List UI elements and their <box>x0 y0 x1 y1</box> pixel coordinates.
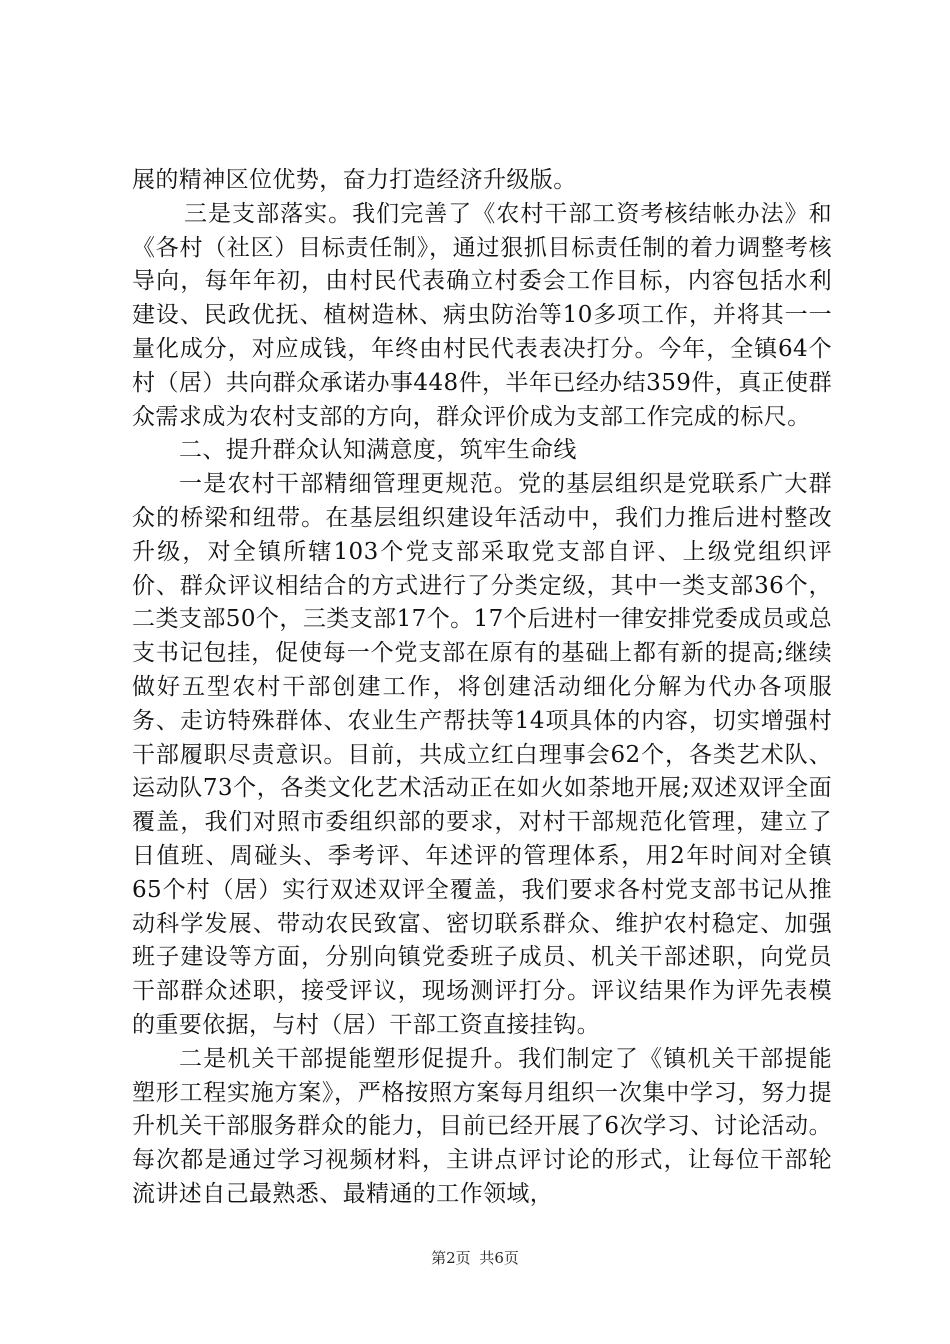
page-number: 第2页 <box>431 1249 471 1267</box>
page-footer <box>0 1247 950 1268</box>
paragraph-rural-cadre-management: 一是农村干部精细管理更规范。党的基层组织是党联系广大群众的桥梁和纽带。在基层组织建设年活动中，我们力推后进村整改升级，对全镇所辖103个党支部采取党支部自评、上级党组织评价、群众评议相结合的方式进行了分类定级，其中一类支部36个，二类支部50个，三类支部17个。17个后进村一律安排党委成员或总支书记包挂，促使每一个党支部在原有的基础上都有新的提高;继续做好五型农村干部创建工作，将创建活动细化分解为代办各项服务、走访特殊群体、农业生产帮扶等14项具体的内容，切实增强村干部履职尽责意识。目前，共成立红白理事会62个，各类艺术队、运动队73个，各类文化艺术活动正在如火如荼地开展;双述双评全面覆盖，我们对照市委组织部的要求，对村干部规范化管理，建立了日值班、周碰头、季考评、年述评的管理体系，用2年时间对全镇65个村（居）实行双述双评全覆盖，我们要求各村党支部书记从推动科学发展、带动农民致富、密切联系群众、维护农村稳定、加强班子建设等方面，分别向镇党委班子成员、机关干部述职，向党员干部群众述职，接受评议，现场测评打分。评议结果作为评先表模的重要依据，与村（居）干部工资直接挂钩。 <box>132 471 832 1038</box>
paragraph-organ-cadre-improvement: 二是机关干部提能塑形促提升。我们制定了《镇机关干部提能塑形工程实施方案》，严格按照方案每月组织一次集中学习，努力提升机关干部服务群众的能力，目前已经开展了6次学习、讨论活动。每次都是通过学习视频材料，主讲点评讨论的形式，让每位干部轮流讲述自己最熟悉、最精通的工作领域， <box>132 1045 832 1207</box>
document-body <box>132 164 832 1212</box>
page-total: 共6页 <box>479 1249 519 1267</box>
section-heading: 二、提升群众认知满意度，筑牢生命线 <box>179 437 577 464</box>
paragraph-continuation: 展的精神区位优势，奋力打造经济升级版。 <box>132 167 577 193</box>
paragraph-branch-implementation: 三是支部落实。我们完善了《农村干部工资考核结帐办法》和《各村（社区）目标责任制》，通过狠抓目标责任制的着力调整考核导向，每年年初，由村民代表确立村委会工作目标，内容包括水利建设、民政优抚、植树造林、病虫防治等10多项工作，并将其一一量化成分，对应成钱，年终由村民代表表决打分。今年，全镇64个村（居）共向群众承诺办事448件，半年已经办结359件，真正使群众需求成为农村支部的方向，群众评价成为支部工作完成的标尺。 <box>132 200 832 430</box>
